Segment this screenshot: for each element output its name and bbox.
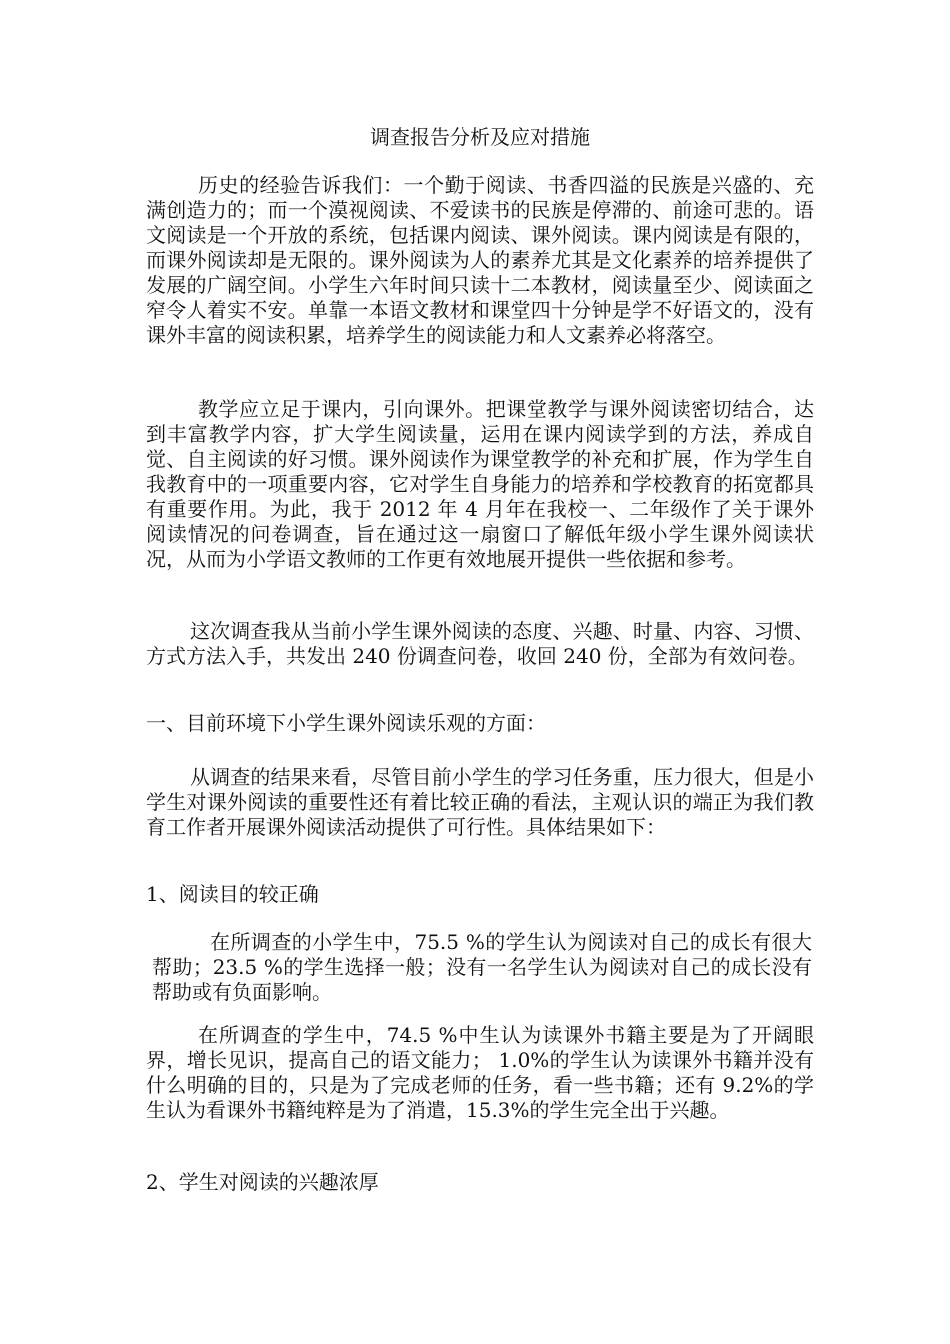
paragraph-survey: 这次调查我从当前小学生课外阅读的态度、兴趣、时量、内容、习惯、方式方法入手，共发出 240 份调查问卷，收回 240 份，全部为有效问卷。 [146, 619, 814, 668]
paragraph-teaching: 教学应立足于课内，引向课外。把课堂教学与课外阅读密切结合，达到丰富教学内容，扩大学生阅读量，运用在课内阅读学到的方法，养成自觉、自主阅读的好习惯。课外阅读作为课堂教学的补充和扩展，作为学生自我教育中的一项重要内容，它对学生自身能力的培养和学校教育的拓宽都具有重要作用。为此，我于 2012 年 4 月年在我校一、二年级作了关于课外阅读情况的问卷调查，旨在通过这一扇窗口了解低年级小学生课外阅读状况，从而为小学语文教师的工作更有效地展开提供一些依据和参考。 [146, 397, 814, 571]
paragraph-results: 从调查的结果来看，尽管目前小学生的学习任务重，压力很大，但是小学生对课外阅读的重要性还有着比较正确的看法，主观认识的端正为我们教育工作者开展课外阅读活动提供了可行性。具体结果如下： [146, 765, 814, 839]
paragraph-growth-help: 在所调查的小学生中，75.5 %的学生认为阅读对自己的成长有很大帮助；23.5 %的学生选择一般；没有一名学生认为阅读对自己的成长没有帮助或有负面影响。 [152, 930, 812, 1004]
subheading-reading-purpose: 1、阅读目的较正确 [146, 882, 319, 906]
subheading-reading-interest: 2、学生对阅读的兴趣浓厚 [146, 1170, 379, 1194]
section-heading-optimistic: 一、目前环境下小学生课外阅读乐观的方面： [146, 711, 546, 735]
document-title: 调查报告分析及应对措施 [370, 125, 590, 149]
paragraph-intro: 历史的经验告诉我们：一个勤于阅读、书香四溢的民族是兴盛的、充满创造力的；而一个漠视阅读、不爱读书的民族是停滞的、前途可悲的。语文阅读是一个开放的系统，包括课内阅读、课外阅读。课内阅读是有限的，而课外阅读却是无限的。课外阅读为人的素养尤其是文化素养的培养提供了发展的广阔空间。小学生六年时间只读十二本教材，阅读量至少、阅读面之窄令人着实不安。单靠一本语文教材和课堂四十分钟是学不好语文的，没有课外丰富的阅读积累，培养学生的阅读能力和人文素养必将落空。 [146, 173, 814, 347]
paragraph-reading-reasons: 在所调查的学生中，74.5 %中生认为读课外书籍主要是为了开阔眼界，增长见识，提高自己的语文能力； 1.0%的学生认为读课外书籍并没有什么明确的目的，只是为了完成老师的任务，看一些书籍；还有 9.2%的学生认为看课外书籍纯粹是为了消遣，15.3%的学生完全出于兴趣。 [146, 1023, 814, 1122]
